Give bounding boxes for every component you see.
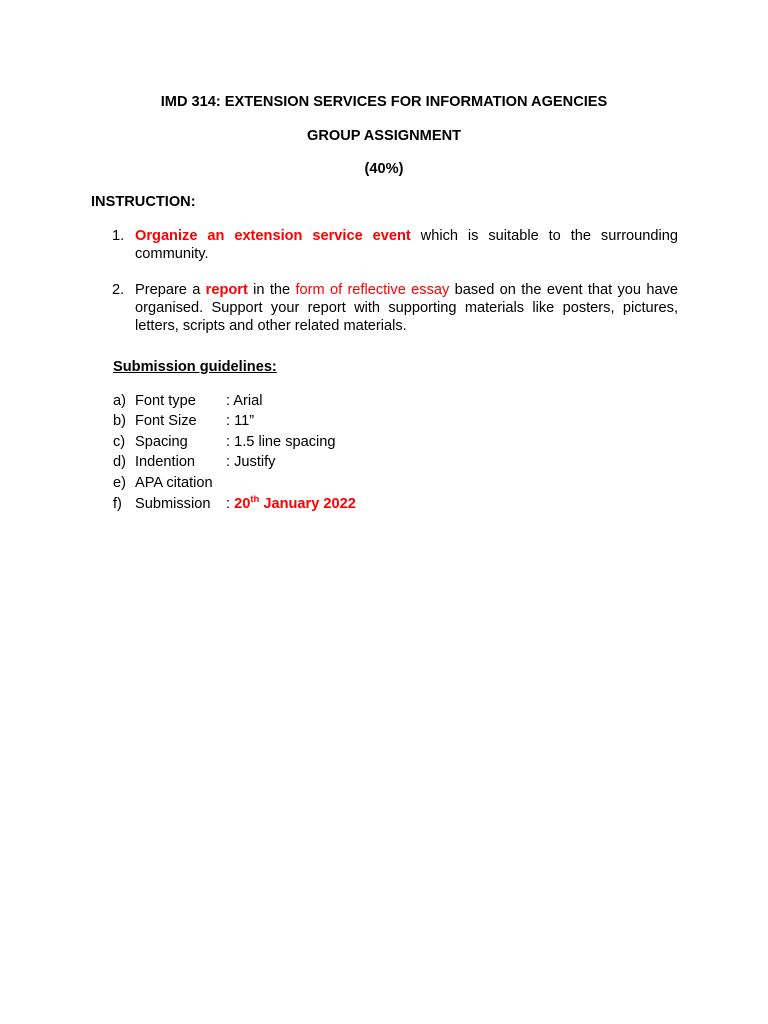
guideline-value: : Justify	[226, 454, 276, 470]
submission-guidelines-heading: Submission guidelines:	[113, 359, 277, 375]
date-ordinal-suffix: th	[250, 494, 260, 506]
date-prefix: :	[226, 496, 235, 512]
guideline-letter: d)	[113, 454, 126, 470]
guideline-label: APA citation	[135, 475, 213, 491]
guideline-letter: a)	[113, 393, 126, 409]
item-body	[135, 281, 678, 335]
assignment-type: GROUP ASSIGNMENT	[306, 128, 462, 144]
date-day: 20	[234, 496, 251, 512]
guideline-value: : Arial	[226, 393, 263, 409]
item-text: based on the event that you have organised. Support your report with supporting materials like posters, pictures, letters, scripts and other related materials.	[135, 282, 678, 334]
date-month-year: January 2022	[259, 496, 356, 512]
guideline-label: Spacing	[135, 434, 188, 450]
guideline-label: Submission	[135, 496, 211, 512]
item-text: which is suitable to the surrounding community.	[135, 228, 678, 262]
highlight-text: Organize an extension service event	[135, 228, 411, 244]
item-text: Prepare a	[135, 282, 206, 298]
guideline-letter: c)	[113, 434, 126, 450]
guideline-letter: b)	[113, 413, 126, 429]
guideline-label: Font Size	[135, 413, 197, 429]
guideline-label: Font type	[135, 393, 196, 409]
course-title: IMD 314: EXTENSION SERVICES FOR INFORMATION AGENCIES	[160, 94, 608, 110]
guideline-letter: f)	[113, 496, 122, 512]
instruction-item-2	[112, 281, 678, 335]
item-number: 2.	[112, 282, 125, 298]
item-body	[135, 227, 678, 263]
assignment-weight: (40%)	[364, 161, 404, 177]
guideline-letter: e)	[113, 475, 126, 491]
item-number: 1.	[112, 228, 125, 244]
reflective-essay-highlight: form of reflective essay	[295, 282, 450, 298]
instruction-heading: INSTRUCTION:	[91, 194, 196, 210]
guideline-label: Indention	[135, 454, 196, 470]
instruction-item-1	[112, 227, 678, 263]
guideline-value: : 1.5 line spacing	[226, 434, 336, 450]
report-highlight: report	[205, 282, 248, 298]
item-text: in the	[247, 282, 296, 298]
submission-date	[226, 495, 356, 513]
guideline-value: : 11”	[226, 413, 255, 429]
